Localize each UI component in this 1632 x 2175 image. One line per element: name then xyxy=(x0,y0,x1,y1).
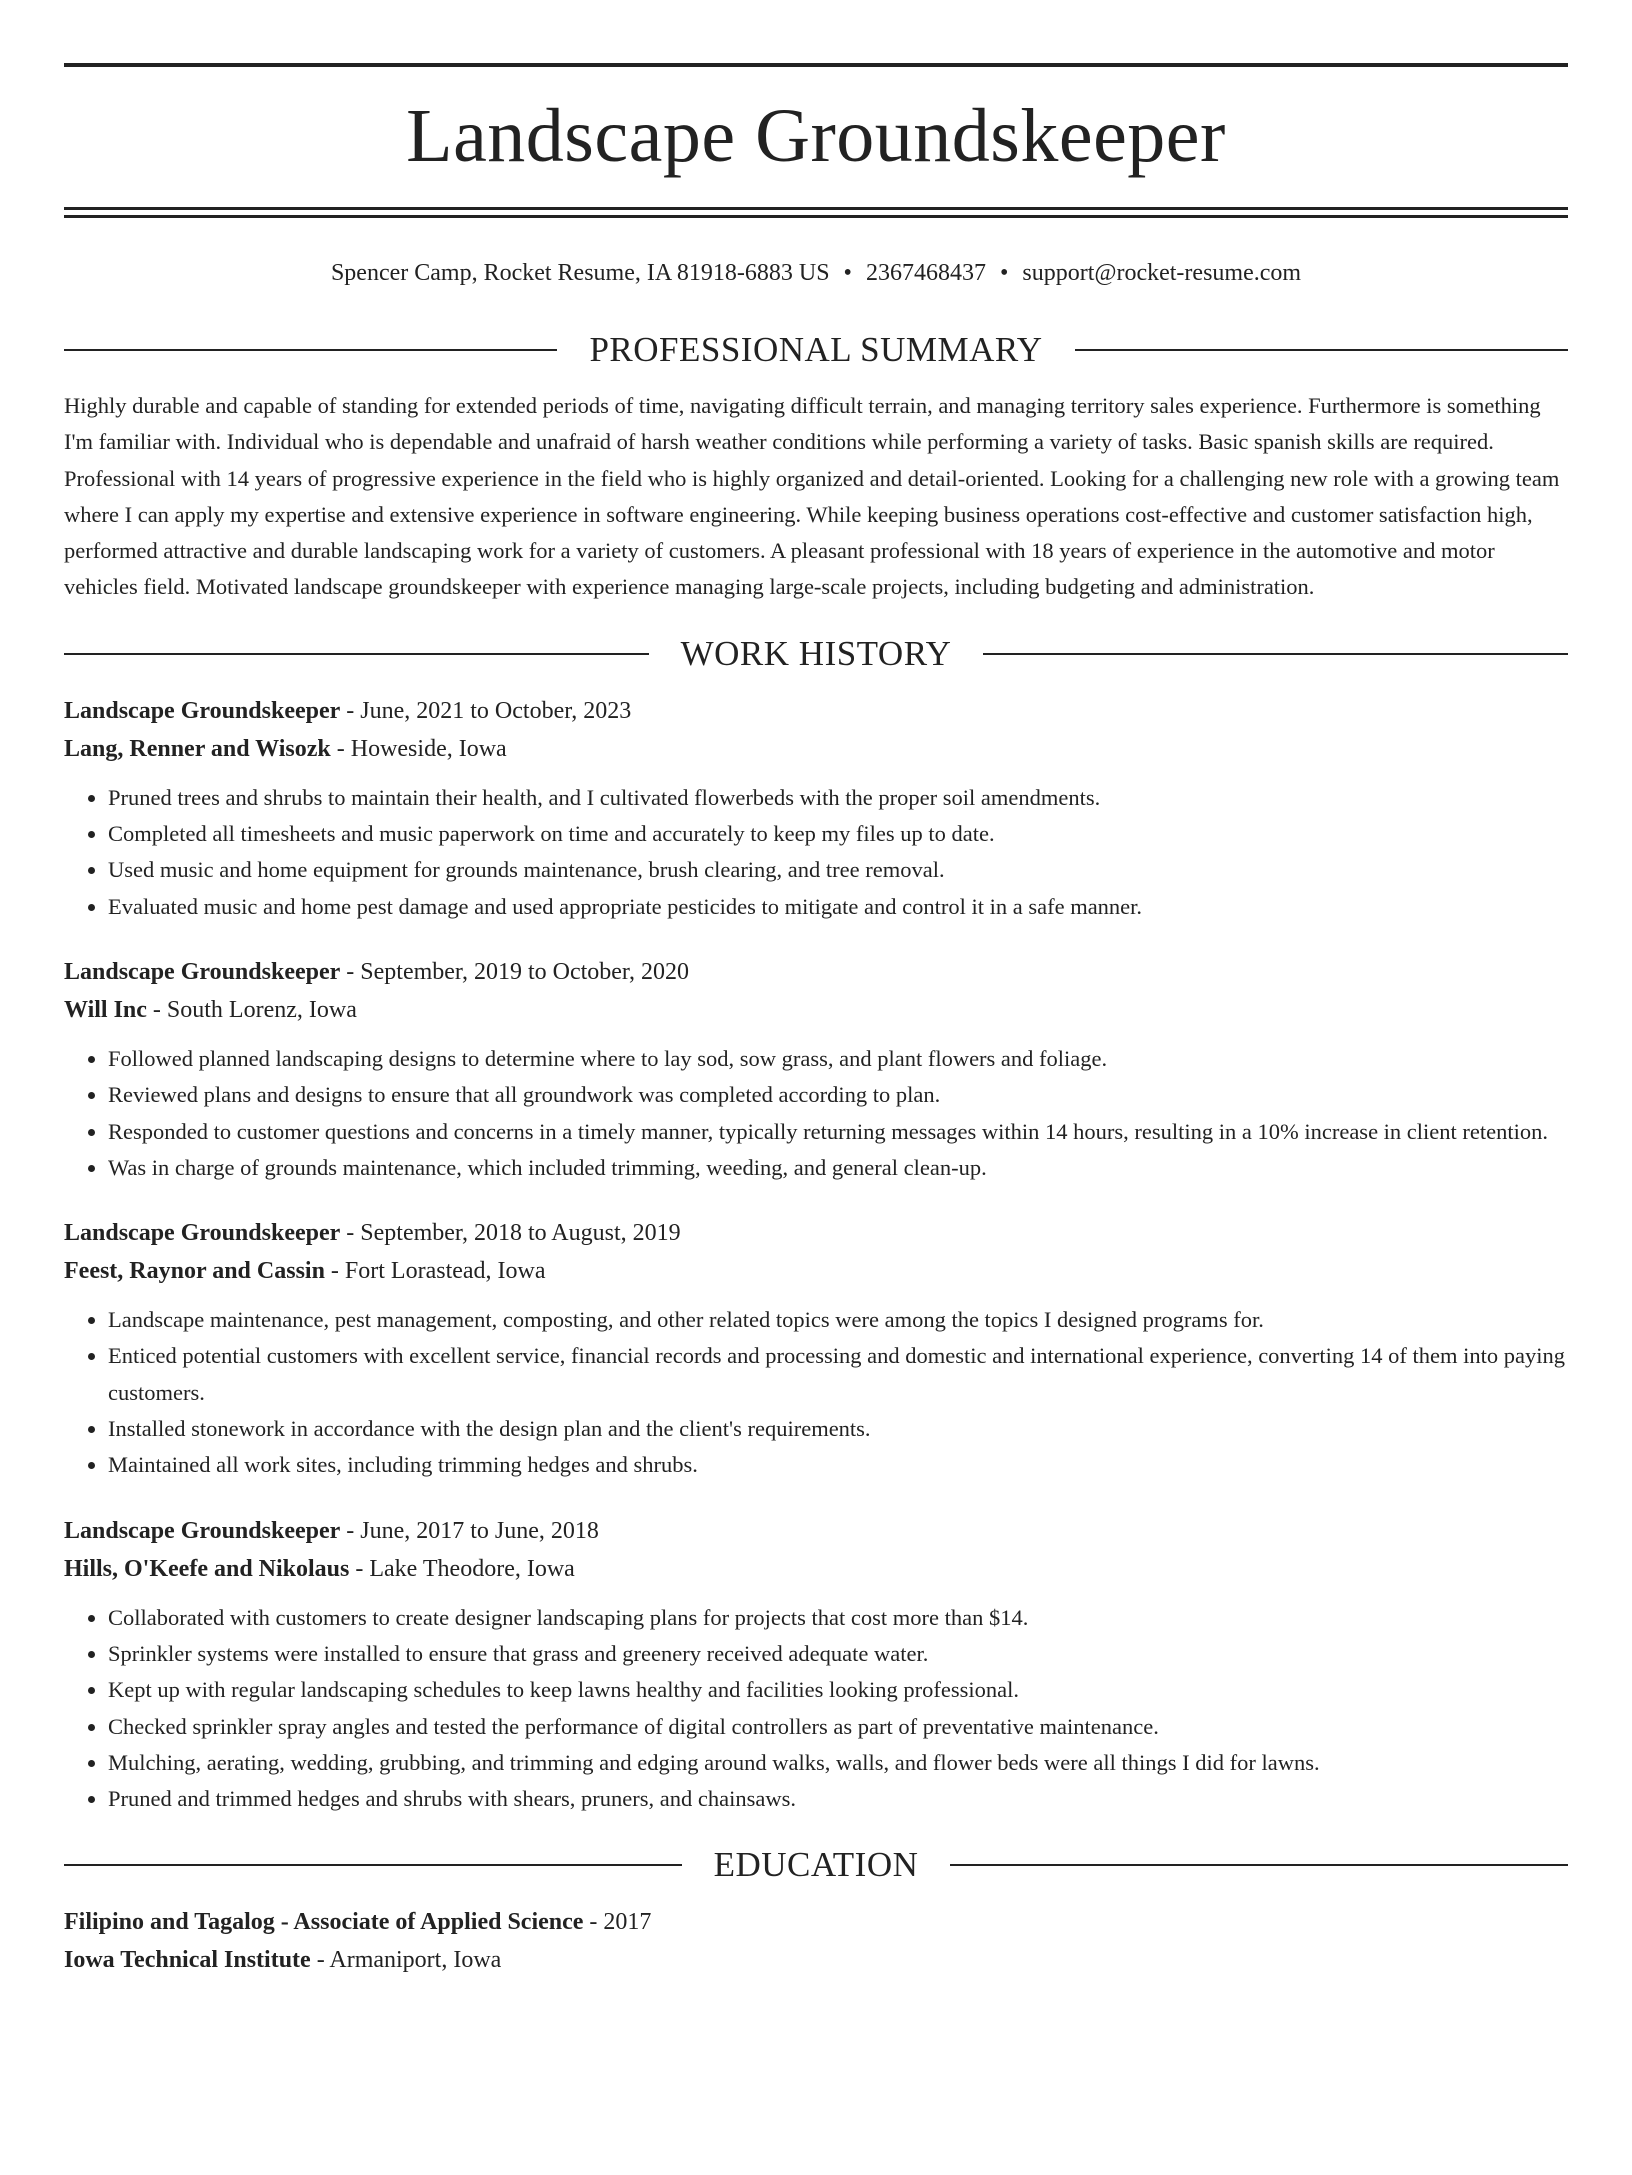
section-heading-label: PROFESSIONAL SUMMARY xyxy=(589,330,1043,369)
job-entry xyxy=(64,953,1568,1186)
header-double-rule xyxy=(64,207,1568,218)
heading-rule-right xyxy=(950,1864,1568,1866)
section-heading-work-history xyxy=(64,632,1568,676)
contact-phone: 2367468437 xyxy=(865,260,986,286)
heading-rule-right xyxy=(983,653,1568,655)
summary-text: Highly durable and capable of standing for extended periods of time, navigating difficult terrain, and managing territory sales experience. Furthermore is something I'm familiar with. Individual who is dependable and unafraid of harsh weather conditions while performing a variety of tasks. Basic spanish skills are required. Professional with 14 years of progressive experience in the field who is highly organized and detail-oriented. Looking for a challenging new role with a growing team where I can apply my expertise and extensive experience in software engineering. While keeping business operations cost-effective and customer satisfaction high, performed attractive and durable landscaping work for a variety of customers. A pleasant professional with 18 years of experience in the automotive and motor vehicles field. Motivated landscape groundskeeper with experience managing large-scale projects, including budgeting and administration. xyxy=(64,393,1560,600)
resume-title: Landscape Groundskeeper xyxy=(406,94,1226,178)
job-entry xyxy=(64,1512,1568,1818)
job-company: Lang, Renner and Wisozk xyxy=(64,735,331,762)
job-bullet-list xyxy=(64,780,1568,925)
job-company: Feest, Raynor and Cassin xyxy=(64,1258,325,1285)
education-school-line xyxy=(64,1941,1568,1979)
job-title-line xyxy=(64,1512,1568,1550)
job-company-line xyxy=(64,1550,1568,1588)
education-school: Iowa Technical Institute xyxy=(64,1947,311,1974)
heading-rule-right xyxy=(1075,349,1568,351)
education-year: - 2017 xyxy=(583,1909,652,1936)
job-bullet: • Kept up with regular landscaping schedules to keep lawns healthy and facilities looking professional. xyxy=(108,1672,1568,1708)
job-bullet: • Mulching, aerating, wedding, grubbing, and trimming and edging around walks, walls, and flower beds were all things I did for lawns. xyxy=(108,1745,1568,1781)
job-location: - South Lorenz, Iowa xyxy=(146,996,357,1023)
section-heading-label: EDUCATION xyxy=(713,1845,919,1885)
job-company-line xyxy=(64,1252,1568,1290)
job-dates: - June, 2017 to June, 2018 xyxy=(340,1517,599,1544)
education-degree: Filipino and Tagalog - Associate of Applied Science xyxy=(64,1909,584,1936)
contact-email: support@rocket-resume.com xyxy=(1022,260,1302,286)
job-location: - Lake Theodore, Iowa xyxy=(349,1555,575,1582)
job-bullet: • Enticed potential customers with excellent service, financial records and processing and domestic and international experience, converting 14 of them into paying customers. xyxy=(108,1338,1568,1411)
resume-page xyxy=(0,63,1632,2175)
job-bullet: • Sprinkler systems were installed to ensure that grass and greenery received adequate water. xyxy=(108,1636,1568,1672)
job-title-line xyxy=(64,1214,1568,1252)
job-entry xyxy=(64,1214,1568,1483)
job-bullet-list xyxy=(64,1600,1568,1818)
job-title: Landscape Groundskeeper xyxy=(64,697,341,724)
job-bullet: • Used music and home equipment for grounds maintenance, brush clearing, and tree removal. xyxy=(108,852,1568,888)
job-bullet: • Reviewed plans and designs to ensure that all groundwork was completed according to plan. xyxy=(108,1077,1568,1113)
job-title-line xyxy=(64,953,1568,991)
job-title: Landscape Groundskeeper xyxy=(64,1220,341,1247)
job-bullet: • Pruned and trimmed hedges and shrubs with shears, pruners, and chainsaws. xyxy=(108,1781,1568,1817)
job-bullet: • Completed all timesheets and music paperwork on time and accurately to keep my files up to date. xyxy=(108,816,1568,852)
job-company-line xyxy=(64,991,1568,1029)
job-dates: - September, 2018 to August, 2019 xyxy=(340,1220,681,1247)
job-bullet-list xyxy=(64,1302,1568,1483)
job-title: Landscape Groundskeeper xyxy=(64,1517,341,1544)
education-location: - Armaniport, Iowa xyxy=(310,1947,502,1974)
contact-address: Spencer Camp, Rocket Resume, IA 81918-6883 US xyxy=(330,260,830,286)
job-bullet: • Landscape maintenance, pest management, composting, and other related topics were among the topics I designed programs for. xyxy=(108,1302,1568,1338)
section-heading-education xyxy=(64,1843,1568,1887)
heading-rule-left xyxy=(64,653,649,655)
job-company: Hills, O'Keefe and Nikolaus xyxy=(64,1555,350,1582)
job-company-line xyxy=(64,730,1568,768)
job-bullet: • Checked sprinkler spray angles and tested the performance of digital controllers as part of preventative maintenance. xyxy=(108,1709,1568,1745)
job-dates: - June, 2021 to October, 2023 xyxy=(340,697,632,724)
section-heading-summary xyxy=(64,328,1568,372)
job-bullet: • Followed planned landscaping designs to determine where to lay sod, sow grass, and plant flowers and foliage. xyxy=(108,1041,1568,1077)
job-bullet: • Evaluated music and home pest damage and used appropriate pesticides to mitigate and control it in a safe manner. xyxy=(108,889,1568,925)
job-bullet: • Maintained all work sites, including trimming hedges and shrubs. xyxy=(108,1447,1568,1483)
heading-rule-left xyxy=(64,1864,682,1866)
job-company: Will Inc xyxy=(64,996,147,1023)
job-bullet-list xyxy=(64,1041,1568,1186)
education-degree-line xyxy=(64,1903,1568,1941)
heading-rule-left xyxy=(64,349,557,351)
job-location: - Fort Lorastead, Iowa xyxy=(324,1258,546,1285)
header-top-rule xyxy=(64,63,1568,67)
contact-separator: • xyxy=(843,260,852,286)
job-title-line xyxy=(64,692,1568,730)
section-heading-label: WORK HISTORY xyxy=(680,633,952,673)
job-bullet: • Responded to customer questions and concerns in a timely manner, typically returning messages within 14 hours, resulting in a 10% increase in client retention. xyxy=(108,1114,1568,1150)
education-entry xyxy=(64,1903,1568,1979)
job-bullet: • Collaborated with customers to create designer landscaping plans for projects that cost more than $14. xyxy=(108,1600,1568,1636)
contact-separator: • xyxy=(999,260,1009,286)
contact-line xyxy=(64,258,1568,288)
job-bullet: • Pruned trees and shrubs to maintain their health, and I cultivated flowerbeds with the proper soil amendments. xyxy=(108,780,1568,816)
job-bullet: • Installed stonework in accordance with the design plan and the client's requirements. xyxy=(108,1411,1568,1447)
job-title: Landscape Groundskeeper xyxy=(64,958,341,985)
job-location: - Howeside, Iowa xyxy=(330,735,507,762)
job-dates: - September, 2019 to October, 2020 xyxy=(340,958,689,985)
job-bullet: • Was in charge of grounds maintenance, which included trimming, weeding, and general clean-up. xyxy=(108,1150,1568,1186)
job-entry xyxy=(64,692,1568,925)
